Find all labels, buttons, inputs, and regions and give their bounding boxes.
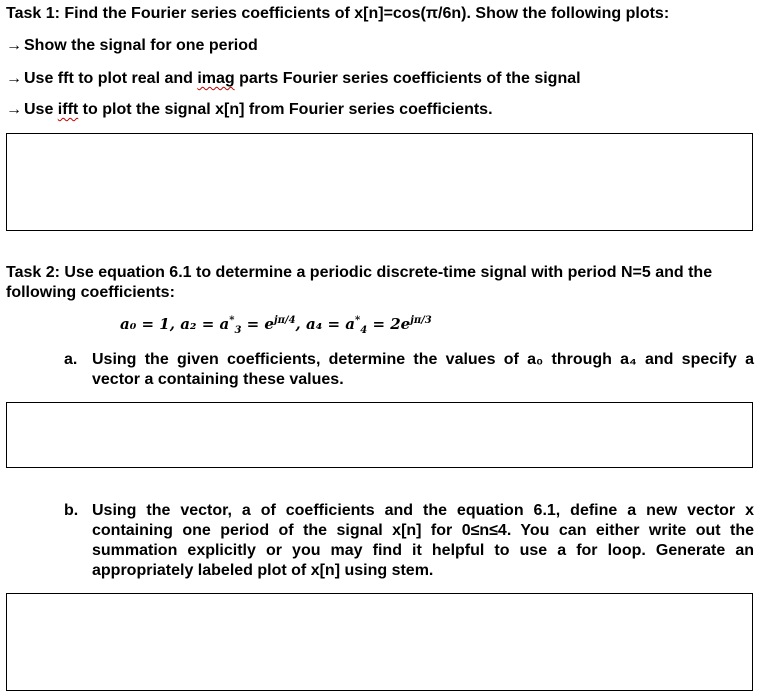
item-b-answer-box[interactable]	[6, 593, 753, 691]
task1-answer-box[interactable]	[6, 133, 753, 231]
task2-intro: Task 2: Use equation 6.1 to determine a periodic discrete-time signal with period N=5 and the following coefficients:	[6, 264, 713, 301]
item-a-text: Using the given coefficients, determine the values of a₀ through a₄ and specify a vector a containing these values.	[92, 351, 754, 388]
ifft-word: ifft	[57, 101, 79, 118]
right-arrow-icon: →	[6, 101, 22, 118]
task1-title: Task 1: Find the Fourier series coefficients of x[n]=cos(π/6n). Show the following plots:	[6, 5, 670, 22]
item-a-marker: a.	[64, 351, 78, 368]
bullet-1-text: Show the signal for one period	[24, 37, 258, 54]
item-b-text: Using the vector, a of coefficients and the equation 6.1, define a new vector x containing one period of the signal x[n] for 0≤n≤4. You can either write out the summation explicitly or you may find it helpful to use a for loop. Generate an appropriately labeled plot of x[n] using stem.	[92, 502, 754, 579]
right-arrow-icon: →	[6, 37, 22, 54]
imag-word: imag	[197, 70, 235, 87]
task1-bullet-2: → Use fft to plot real and imag parts Fourier series coefficients of the signal	[6, 70, 581, 87]
task1-bullet-1	[6, 36, 258, 56]
item-b-marker: b.	[64, 502, 79, 519]
fft-word: fft	[57, 70, 74, 87]
coefficients-equation: a₀ = 1, $a_2 = a^*_3 = e^{j\pi/4}$, $a_4 = a^*_4 = 2e^{j\pi/3}$	[120, 315, 432, 336]
item-a-answer-box[interactable]	[6, 402, 753, 468]
right-arrow-icon: →	[6, 70, 22, 87]
task1-bullet-3: → Use ifft to plot the signal x[n] from Fourier series coefficients.	[6, 101, 493, 118]
